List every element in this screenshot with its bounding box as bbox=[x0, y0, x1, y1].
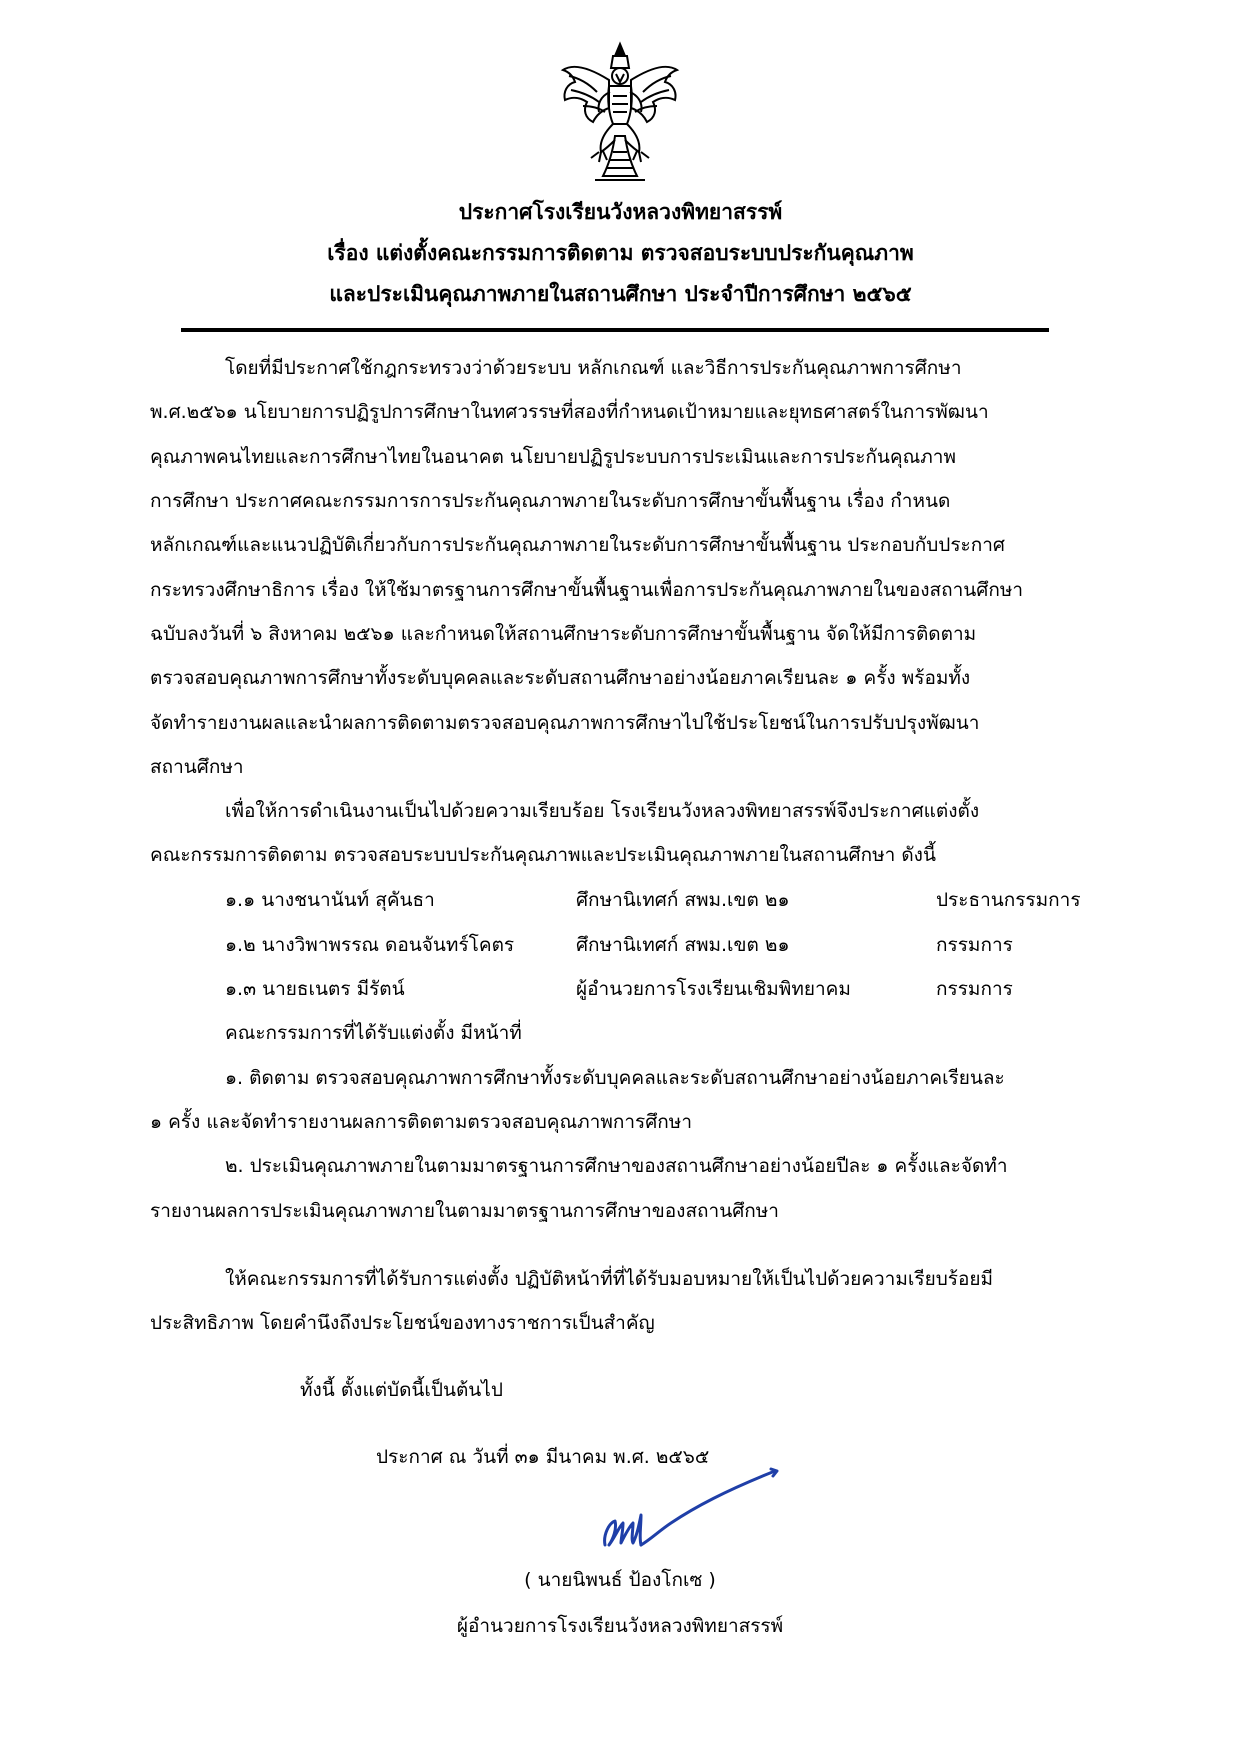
signature-icon bbox=[595, 1465, 785, 1560]
title-divider bbox=[181, 328, 1049, 332]
duty-1-line-1: ๑. ติดตาม ตรวจสอบคุณภาพการศึกษาทั้งระดับบุคคลและระดับสถานศึกษาอย่างน้อยภาคเรียนละ bbox=[225, 1067, 1005, 1089]
member-3-position: ผู้อำนวยการโรงเรียนเชิมพิทยาคม bbox=[576, 978, 851, 1000]
paragraph1-line-3: คุณภาพคนไทยและการศึกษาไทยในอนาคต นโยบายปฏิรูประบบการประเมินและการประกันคุณภาพ bbox=[150, 446, 956, 468]
member-1-position: ศึกษานิเทศก์ สพม.เขต ๒๑ bbox=[576, 889, 790, 911]
member-3-name: ๑.๓ นายธเนตร มีรัตน์ bbox=[225, 978, 405, 1000]
signatory-name: ( นายนิพนธ์ ป้องโกเซ ) bbox=[524, 1569, 716, 1591]
title-line-3: และประเมินคุณภาพภายในสถานศึกษา ประจำปีการศึกษา ๒๕๖๕ bbox=[329, 282, 912, 306]
paragraph1-line-8: ตรวจสอบคุณภาพการศึกษาทั้งระดับบุคคลและระดับสถานศึกษาอย่างน้อยภาคเรียนละ ๑ ครั้ง พร้อมทั้ง bbox=[150, 667, 971, 689]
duty-2-line-1: ๒. ประเมินคุณภาพภายในตามมาตรฐานการศึกษาของสถานศึกษาอย่างน้อยปีละ ๑ ครั้งและจัดทำ bbox=[225, 1155, 1008, 1177]
paragraph1-line-2: พ.ศ.๒๕๖๑ นโยบายการปฏิรูปการศึกษาในทศวรรษที่สองที่กำหนดเป้าหมายและยุทธศาสตร์ในการพัฒนา bbox=[150, 401, 989, 423]
paragraph1-line-7: ฉบับลงวันที่ ๖ สิงหาคม ๒๕๖๑ และกำหนดให้สถานศึกษาระดับการศึกษาขั้นพื้นฐาน จัดให้มีการติดตาม bbox=[150, 623, 977, 645]
member-2-position: ศึกษานิเทศก์ สพม.เขต ๒๑ bbox=[576, 934, 790, 956]
closing-line-2: ประสิทธิภาพ โดยคำนึงถึงประโยชน์ของทางราชการเป็นสำคัญ bbox=[150, 1312, 655, 1334]
garuda-emblem-icon bbox=[555, 40, 685, 185]
member-2-role: กรรมการ bbox=[936, 934, 1013, 956]
title-line-1: ประกาศโรงเรียนวังหลวงพิทยาสรรพ์ bbox=[458, 200, 783, 224]
paragraph1-line-6: กระทรวงศึกษาธิการ เรื่อง ให้ใช้มาตรฐานการศึกษาขั้นพื้นฐานเพื่อการประกันคุณภาพภายในของสถานศึกษา bbox=[150, 579, 1024, 601]
duty-2-line-2: รายงานผลการประเมินคุณภาพภายในตามมาตรฐานการศึกษาของสถานศึกษา bbox=[150, 1200, 779, 1222]
paragraph1-line-10: สถานศึกษา bbox=[150, 756, 244, 778]
paragraph1-line-5: หลักเกณฑ์และแนวปฏิบัติเกี่ยวกับการประกันคุณภาพภายในระดับการศึกษาขั้นพื้นฐาน ประกอบกับประกาศ bbox=[150, 534, 1005, 556]
paragraph1-line-9: จัดทำรายงานผลและนำผลการติดตามตรวจสอบคุณภาพการศึกษาไปใช้ประโยชน์ในการปรับปรุงพัฒนา bbox=[150, 712, 980, 734]
member-3-role: กรรมการ bbox=[936, 978, 1013, 1000]
duty-1-line-2: ๑ ครั้ง และจัดทำรายงานผลการติดตามตรวจสอบคุณภาพการศึกษา bbox=[150, 1111, 693, 1133]
effective-statement: ทั้งนี้ ตั้งแต่บัดนี้เป็นต้นไป bbox=[300, 1379, 503, 1401]
closing-line-1: ให้คณะกรรมการที่ได้รับการแต่งตั้ง ปฏิบัติหน้าที่ที่ได้รับมอบหมายให้เป็นไปด้วยความเรียบร้อยมี bbox=[225, 1268, 994, 1290]
paragraph1-line-4: การศึกษา ประกาศคณะกรรมการการประกันคุณภาพภายในระดับการศึกษาขั้นพื้นฐาน เรื่อง กำหนด bbox=[150, 490, 951, 512]
paragraph1-line-1: โดยที่มีประกาศใช้กฎกระทรวงว่าด้วยระบบ หลักเกณฑ์ และวิธีการประกันคุณภาพการศึกษา bbox=[225, 357, 962, 379]
duties-intro: คณะกรรมการที่ได้รับแต่งตั้ง มีหน้าที่ bbox=[225, 1022, 522, 1044]
paragraph2-line-1: เพื่อให้การดำเนินงานเป็นไปด้วยความเรียบร้อย โรงเรียนวังหลวงพิทยาสรรพ์จึงประกาศแต่งตั้ง bbox=[225, 800, 980, 822]
member-1-name: ๑.๑ นางชนานันท์ สุคันธา bbox=[225, 889, 435, 911]
member-2-name: ๑.๒ นางวิพาพรรณ ดอนจันทร์โคตร bbox=[225, 934, 515, 956]
announcement-title bbox=[150, 192, 1091, 315]
signatory-title: ผู้อำนวยการโรงเรียนวังหลวงพิทยาสรรพ์ bbox=[456, 1615, 784, 1637]
announcement-date: ประกาศ ณ วันที่ ๓๑ มีนาคม พ.ศ. ๒๕๖๕ bbox=[376, 1446, 710, 1468]
member-1-role: ประธานกรรมการ bbox=[936, 889, 1081, 911]
title-line-2: เรื่อง แต่งตั้งคณะกรรมการติดตาม ตรวจสอบระบบประกันคุณภาพ bbox=[327, 241, 914, 265]
paragraph2-line-2: คณะกรรมการติดตาม ตรวจสอบระบบประกันคุณภาพและประเมินคุณภาพภายในสถานศึกษา ดังนี้ bbox=[150, 844, 936, 866]
